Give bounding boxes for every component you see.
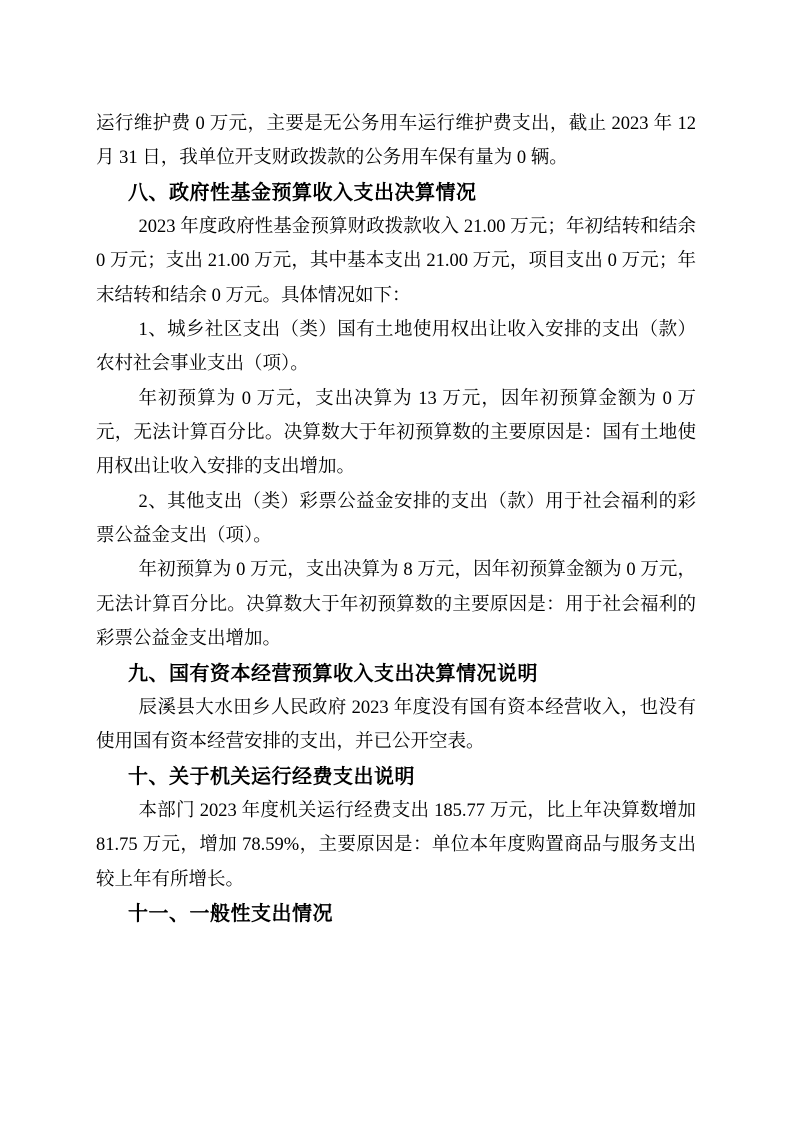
body-paragraph-state-capital-statement: 辰溪县大水田乡人民政府 2023 年度没有国有资本经营收入，也没有使用国有资本经营安排的支出，并已公开空表。 [96,697,696,753]
body-paragraph-item-2-detail: 年初预算为 0 万元，支出决算为 8 万元，因年初预算金额为 0 万元，无法计算百分比。决算数大于年初预算数的主要原因是：用于社会福利的彩票公益金支出增加。 [96,560,696,650]
section-heading-10-agency-operating-expenses: 十、关于机关运行经费支出说明 [128,765,415,788]
body-paragraph-item-1-detail: 年初预算为 0 万元，支出决算为 13 万元，因年初预算金额为 0 万元，无法计算百分比。决算数大于年初预算数的主要原因是：国有土地使用权出让收入安排的支出增加。 [96,388,696,478]
body-paragraph-fund-budget-totals: 2023 年度政府性基金预算财政拨款收入 21.00 万元；年初结转和结余 0 万元；支出 21.00 万元，其中基本支出 21.00 万元，项目支出 0 万元；年末结转和结余 0 万元。具体情况如下： [96,217,696,306]
section-heading-11-general-expenditure: 十一、一般性支出情况 [128,902,333,925]
section-heading-8-government-fund-budget: 八、政府性基金预算收入支出决算情况 [128,181,477,204]
section-heading-9-state-capital-operations: 九、国有资本经营预算收入支出决算情况说明 [128,662,538,685]
continuation-paragraph-vehicle-maintenance: 运行维护费 0 万元，主要是无公务用车运行维护费支出，截止 2023 年 12 月 31 日，我单位开支财政拨款的公务用车保有量为 0 辆。 [96,114,696,169]
body-paragraph-operating-expenses-detail: 本部门 2023 年度机关运行经费支出 185.77 万元，比上年决算数增加 81.75 万元，增加 78.59%，主要原因是：单位本年度购置商品与服务支出较上年有所增长。 [96,800,696,890]
body-paragraph-item-1-urban-rural-community: 1、城乡社区支出（类）国有土地使用权出让收入安排的支出（款）农村社会事业支出（项）。 [96,320,696,375]
body-paragraph-item-2-lottery-welfare: 2、其他支出（类）彩票公益金安排的支出（款）用于社会福利的彩票公益金支出（项）。 [96,491,696,547]
